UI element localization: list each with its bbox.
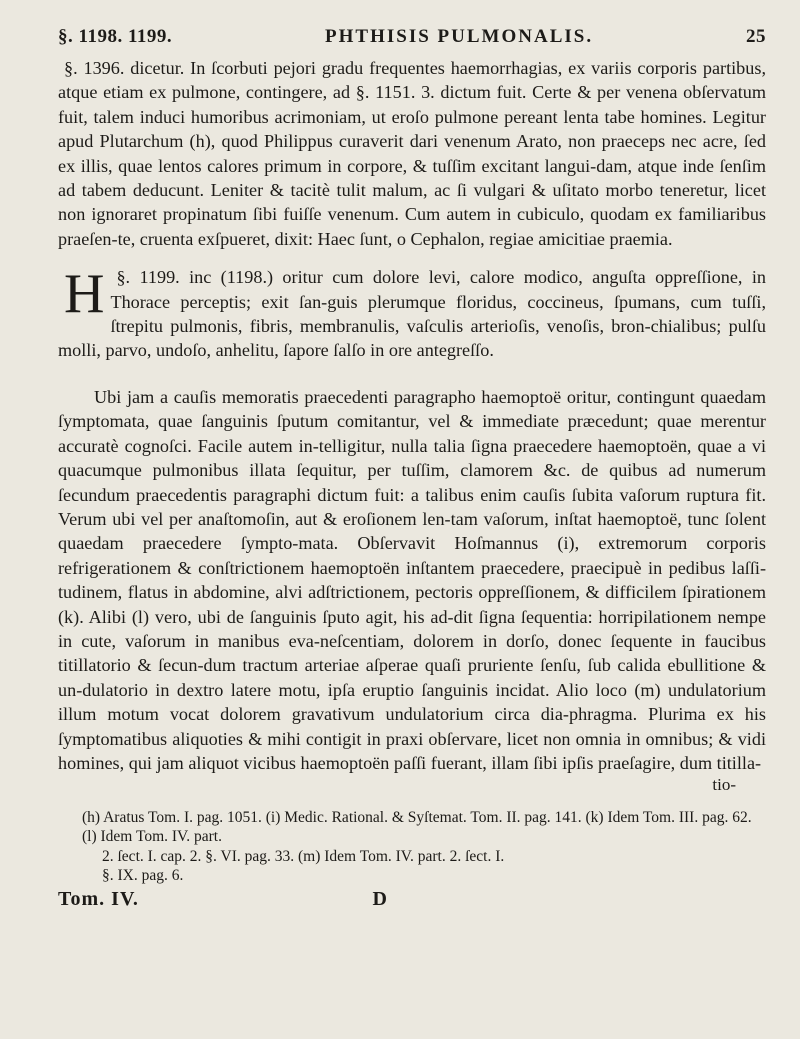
body-text <box>58 56 766 798</box>
section-label: §. 1199. <box>116 267 180 288</box>
paragraph-1396-continued: §. 1396. dicetur. In ſcorbuti pejori gradu frequentes haemorrhagias, ex variis corporis partibus, atque etiam ex pulmone, contingere, ad §. 1151. 3. dictum fuit. Certe & per venena obſervatum fuit, talem induci humoribus acrimoniam, ut eroſo pulmone pereant lenta tabe homines. Legitur apud Plutarchum (h), quod Philippus curaverit dari venenum Arato, non praeceps nec acre, ſed ex illis, quae lentos calores primum in corpore, & tuſſim excitant langui-dam, atque inde ſenſim ad tabem deducunt. Leniter & tacitè tulit malum, ac ſi vulgari & uſitato morbo teneretur, licet non ignoraret propinatum ſibi fuiſſe venenum. Cum autem in cubiculo, quodam ex familiaribus praeſen-te, cruenta exſpueret, dixit: Haec ſunt, o Cephalon, regiae amicitiae praemia. <box>58 58 766 249</box>
page-footer <box>58 888 388 911</box>
running-header <box>58 26 766 54</box>
footnote-line: (h) Aratus Tom. I. pag. 1051. (i) Medic. Rational. & Syſtemat. Tom. II. pag. 141. (k) Idem Tom. III. pag. 62. (l) Idem Tom. IV. part. <box>82 808 752 846</box>
volume-label: Tom. IV. <box>58 887 139 910</box>
section-range: §. 1198. 1199. <box>58 26 173 47</box>
paragraph-1199 <box>58 265 766 363</box>
paragraph-1199-text: inc (1198.) oritur cum dolore levi, calore modico, anguſta oppreſſione, in Thorace perceptis; exit ſan-guis plerumque floridus, coccineus, ſpumans, cum tuſſi, ſtrepitu pulmonis, fibris, membranulis, vaſculis arterioſis, venoſis, bron-chialibus; pulſu molli, parvo, undoſo, anhelitu, ſapore ſalſo in ore antegreſſo. <box>58 267 766 361</box>
catchword: tio- <box>712 775 736 795</box>
drop-cap: H <box>64 263 105 326</box>
signature-mark: D <box>372 887 388 910</box>
commentary-paragraph: Ubi jam a cauſis memoratis praecedenti paragrapho haemoptoë oritur, contingunt quaedam ſymptomata, quae ſanguinis ſputum comitantur, vel & immediate præcedunt; quae merentur accuratè cognoſci. Facile autem in-telligitur, nulla talia ſigna praecedere haemoptoën, quae a vi quacumque pulmonibus illata ſequitur, per tuſſim, clamorem &c. de quibus ad numerum ſecundum praecedentis paragraphi dictum fuit: a talibus enim cauſis ſubita vaſorum ruptura fit. Verum ubi vel per anaſtomoſin, aut & eroſionem len-tam vaſorum, inſtat haemoptoë, tunc ſolent quaedam praecedere ſympto-mata. Obſervavit Hoſmannus (i), extremorum corporis refrigerationem & conſtrictionem haemoptoën inſtantem praecedere, praecipuè in pedibus laſſi-tudinem, flatus in abdomine, alvi adſtrictionem, pectoris oppreſſionem, & difficilem ſpirationem (k). Alibi (l) vero, ubi de ſanguinis ſputo agit, his ad-dit ſigna ſequentia: horripilationem nempe in cute, vaſorum in manibus eva-neſcentiam, dolorem in dorſo, donec ſequente in faucibus titillatorio & ſecun-dum tractum arteriae aſperae quaſi pruriente ſenſu, ſub calida ebullitione & un-dulatorio in dextro latere motu, ipſa eruptio ſanguinis incidat. Alio loco (m) undulatorium illum motum vocat dolorem gravativum undulatorium circa dia-phragma. Plurima ex his ſymptomatibus aliquoties & mihi contigit in praxi obſervare, licet non omnia in omnibus; & vidi homines, qui jam aliquot vicibus haemoptoën paſſi fuerant, illam ſibi ipſis praeſagire, dum titilla- <box>58 386 766 773</box>
running-title: PHTHISIS PULMONALIS. <box>325 26 594 47</box>
footnotes <box>58 808 766 886</box>
page-number: 25 <box>745 26 766 47</box>
footnote-line: §. IX. pag. 6. <box>102 867 184 885</box>
footnote-line: 2. ſect. I. cap. 2. §. VI. pag. 33. (m) Idem Tom. IV. part. 2. ſect. I. <box>102 847 505 865</box>
